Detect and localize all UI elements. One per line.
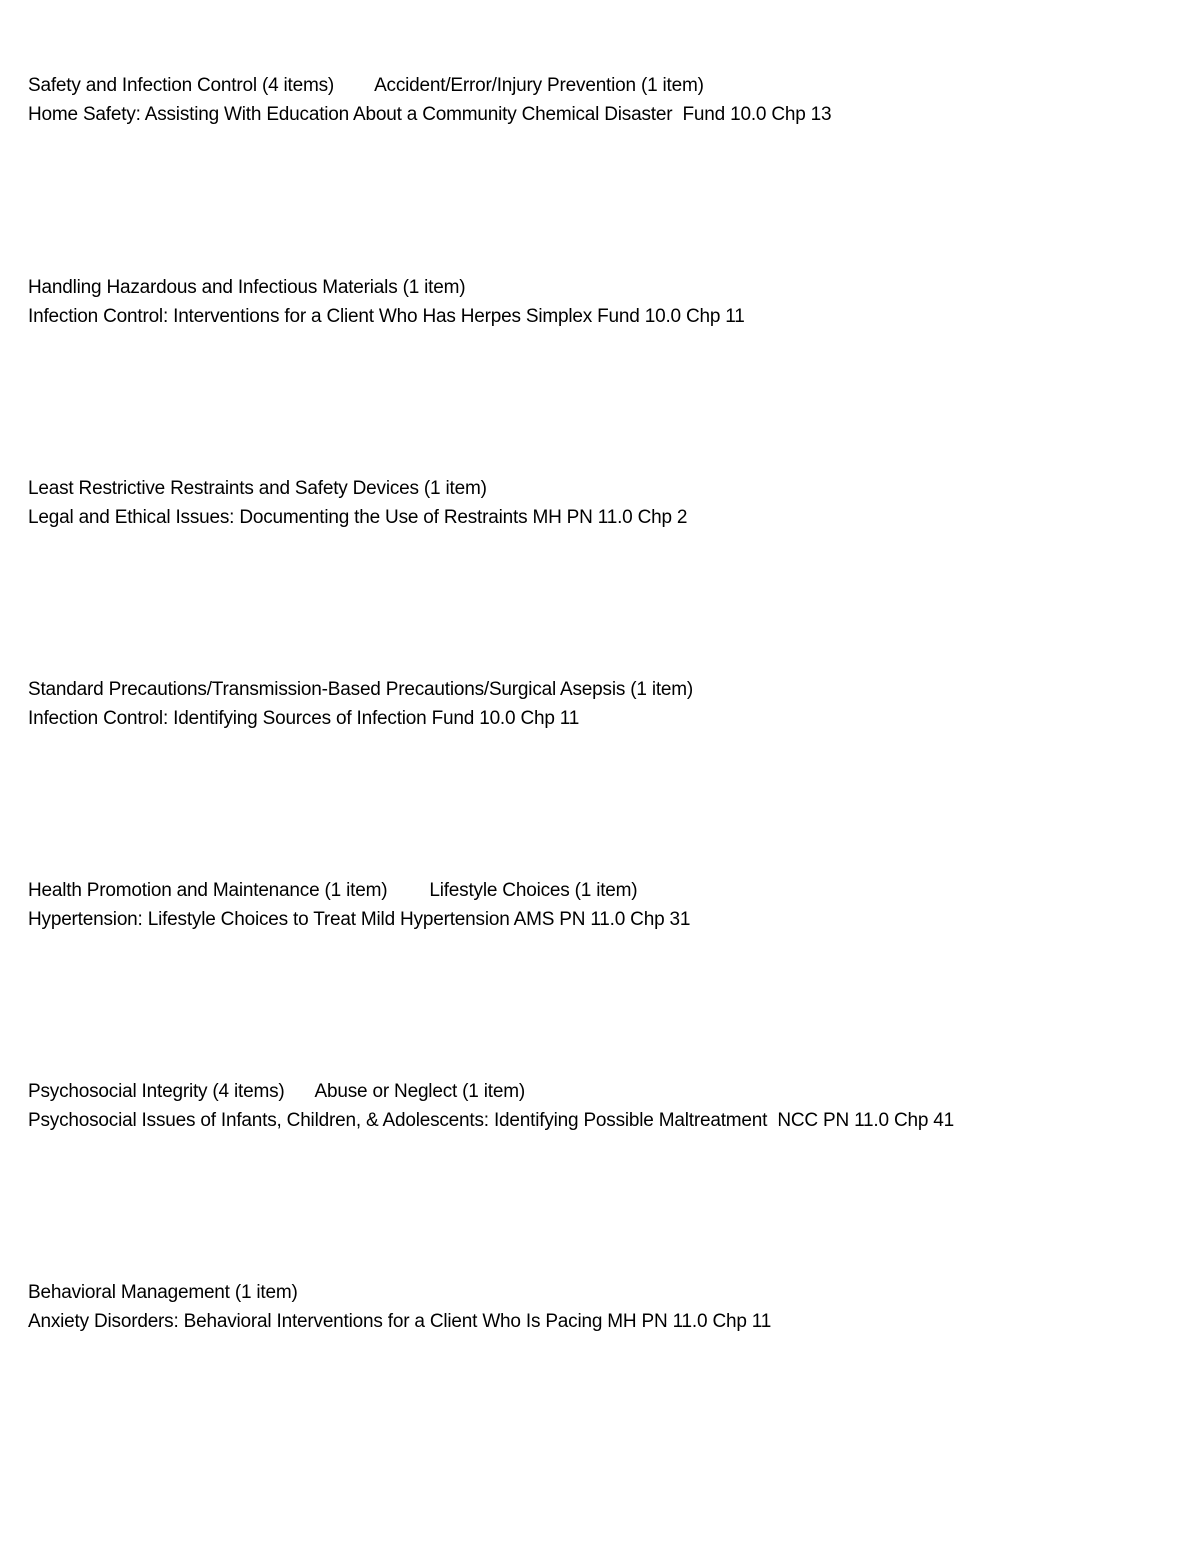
category-label: Health Promotion and Maintenance (1 item): [28, 880, 388, 901]
category-label: Safety and Infection Control (4 items): [28, 75, 335, 96]
section-standard-precautions: [28, 675, 693, 733]
category-label: Standard Precautions/Transmission-Based Precautions/Surgical Asepsis (1 item): [28, 679, 694, 700]
topic-line: Infection Control: Identifying Sources of Infection Fund 10.0 Chp 11: [28, 708, 580, 729]
topic-line: Hypertension: Lifestyle Choices to Treat Mild Hypertension AMS PN 11.0 Chp 31: [28, 909, 691, 930]
subcategory-label: Accident/Error/Injury Prevention (1 item): [374, 75, 704, 96]
category-label: Behavioral Management (1 item): [28, 1282, 298, 1303]
section-heading: [28, 675, 693, 704]
section-psychosocial-integrity: [28, 1077, 954, 1135]
section-heading: [28, 1278, 771, 1307]
section-health-promotion: [28, 876, 690, 934]
section-heading: [28, 71, 831, 100]
category-label: Psychosocial Integrity (4 items): [28, 1081, 285, 1102]
topic-line: Legal and Ethical Issues: Documenting the Use of Restraints MH PN 11.0 Chp 2: [28, 507, 688, 528]
section-safety-infection-control: [28, 71, 831, 129]
category-label: Handling Hazardous and Infectious Materials (1 item): [28, 277, 466, 298]
section-heading: [28, 474, 687, 503]
section-heading: [28, 1077, 954, 1106]
topic-line: Anxiety Disorders: Behavioral Interventions for a Client Who Is Pacing MH PN 11.0 Chp 11: [28, 1311, 772, 1332]
section-behavioral-management: [28, 1278, 771, 1336]
subcategory-label: Lifestyle Choices (1 item): [429, 880, 638, 901]
section-restraints: [28, 474, 687, 532]
subcategory-label: Abuse or Neglect (1 item): [314, 1081, 525, 1102]
section-heading: [28, 876, 690, 905]
topic-line: Infection Control: Interventions for a Client Who Has Herpes Simplex Fund 10.0 Chp 11: [28, 306, 745, 327]
topic-line: Home Safety: Assisting With Education About a Community Chemical Disaster Fund 10.0 Chp 13: [28, 104, 832, 125]
section-heading: [28, 273, 745, 302]
topic-line: Psychosocial Issues of Infants, Children, & Adolescents: Identifying Possible Maltreatment NCC PN 11.0 Chp 41: [28, 1110, 955, 1131]
section-hazardous-materials: [28, 273, 745, 331]
category-label: Least Restrictive Restraints and Safety Devices (1 item): [28, 478, 487, 499]
